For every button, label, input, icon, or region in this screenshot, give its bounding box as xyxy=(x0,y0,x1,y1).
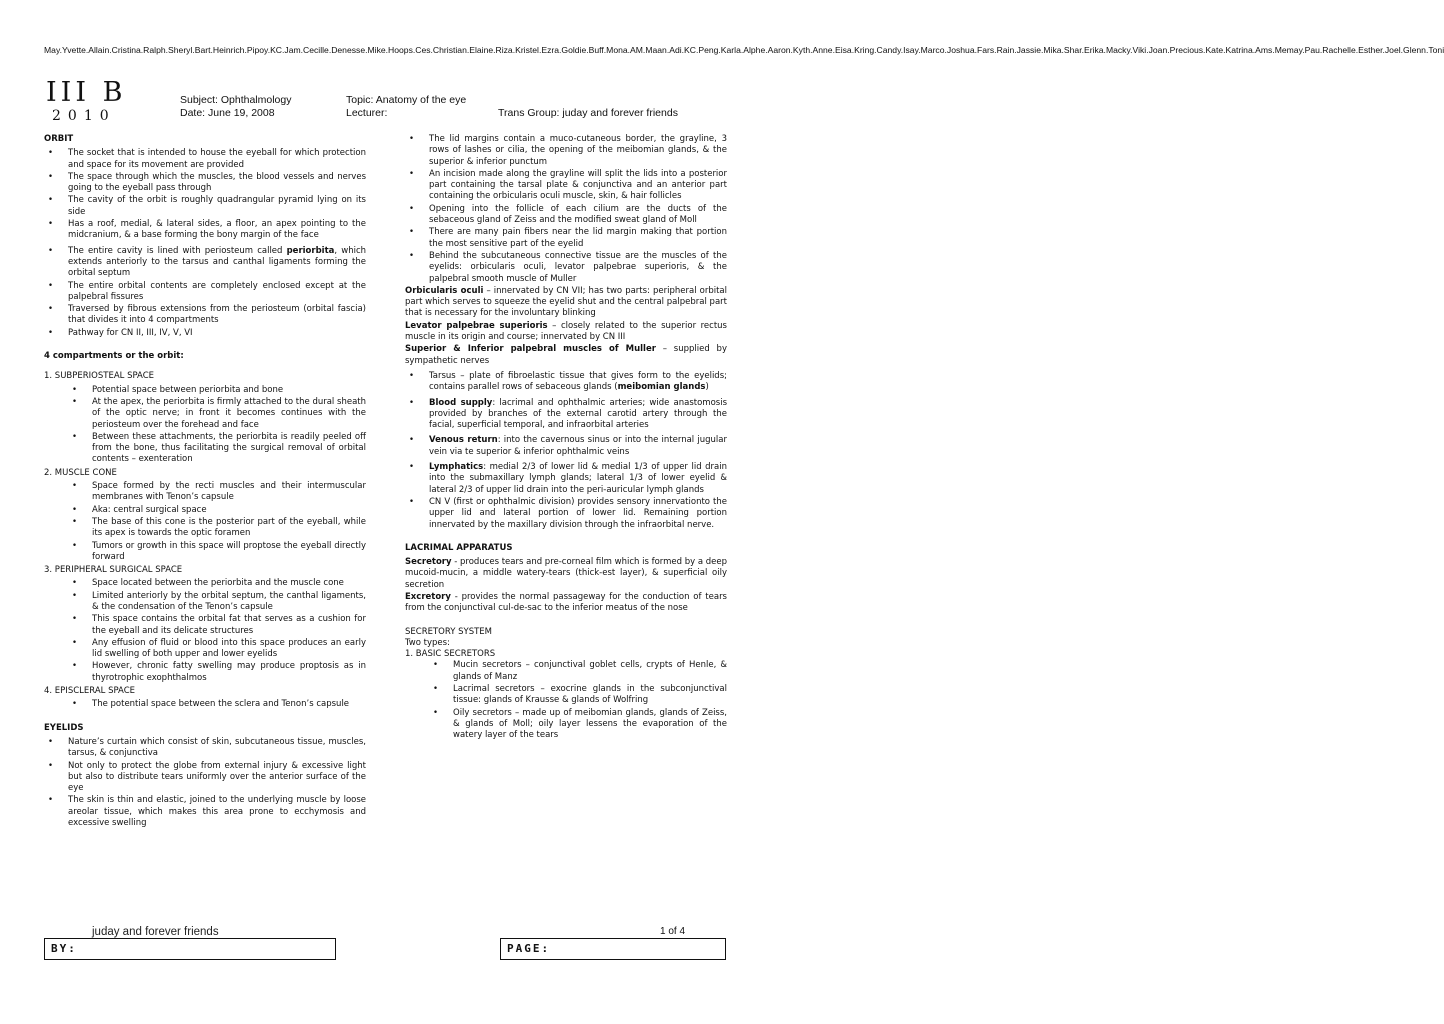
topic-label: Topic: Anatomy of the eye xyxy=(346,94,467,106)
list-item: • Between these attachments, the periorbita is readily peeled off from the bone, thus facilitating the surgical removal of orbital contents – exenteration xyxy=(44,432,366,466)
list-item xyxy=(405,435,727,458)
contributor-names: May.Yvette.Allain.Cristina.Ralph.Sheryl.Bart.Heinrich.Pipoy.KC.Jam.Cecille.Denesse.Mike.Hoops.Ces.Christian.Elaine.Riza.Kristel.Ezra.Goldie.Buff.Mona.AM.Maan.Adi.KC.Peng.Karla.Alphe.Aaron.Kyth.Anne.Eisa.Kring.Candy.Isay.Marco.Joshua.Fars.Rain.Jassie.Mika.Shar.Erika.Macky.Viki.Joan.Precious.Kate.Katrina.Ams.Memay.Pau.Rachelle.Esther.Joel.Glenn.Toni xyxy=(44,45,1444,55)
by-label: BY: xyxy=(51,942,77,955)
list-item: • An incision made along the grayline will split the lids into a posterior part containing the tarsal plate & conjunctiva and an anterior part containing the orbicularis oculi muscle, skin, & hair follicles xyxy=(405,169,727,203)
list-item: • Any effusion of fluid or blood into this space produces an early lid swelling of both upper and lower eyelids xyxy=(44,638,366,661)
left-column xyxy=(44,134,366,830)
subsection-title: 1. SUBPERIOSTEAL SPACE xyxy=(44,371,155,382)
list-item: • Not only to protect the globe from external injury & excessive light but also to distribute tears uniformly over the anterior surface of the eye xyxy=(44,761,366,795)
lacrimal-heading: LACRIMAL APPARATUS xyxy=(405,542,513,553)
item-text: : lacrimal and ophthalmic arteries; wide anastomosis provided by branches of the external carotid artery through the facial, superficial temporal, and infraorbital arteries xyxy=(429,397,727,431)
list-item xyxy=(405,398,727,432)
muscle-cone-list xyxy=(44,481,366,563)
excretory-paragraph xyxy=(405,592,727,615)
list-item: • The entire orbital contents are completely enclosed except at the palpebral fissures xyxy=(44,281,366,304)
page-count: 1 of 4 xyxy=(660,926,686,937)
secretors-list xyxy=(405,660,727,741)
subperiosteal-list xyxy=(44,385,366,466)
list-item: • Mucin secretors – conjunctival goblet cells, crypts of Henle, & glands of Manz xyxy=(405,660,727,683)
list-item: • The potential space between the sclera and Tenon’s capsule xyxy=(44,699,366,710)
list-item: • Tumors or growth in this space will proptose the eyeball directly forward xyxy=(44,541,366,564)
paragraph-text: – closely related to the superior rectus muscle in its origin and course; innervated by CN III xyxy=(405,320,727,343)
section-logo: III B xyxy=(46,77,127,108)
lecturer-label: Lecturer: xyxy=(346,107,388,119)
item-text: : medial 2/3 of lower lid & medial 1/3 of upper lid drain into the submaxillary lymph glands; lateral 1/3 of lower eyelid & lateral 2/3 of upper lid drain into the peri-auricular lymph glands xyxy=(429,462,727,495)
list-item: • The base of this cone is the posterior part of the eyeball, while its apex is towards the optic foramen xyxy=(44,517,366,540)
page-label: PAGE: xyxy=(507,942,551,955)
list-item: • Has a roof, medial, & lateral sides, a floor, an apex pointing to the midcranium, & a base forming the bony margin of the face xyxy=(44,219,366,242)
subject-label: Subject: Ophthalmology xyxy=(180,94,292,106)
orbicularis-paragraph xyxy=(405,286,727,320)
list-item: • Aka: central surgical space xyxy=(44,505,366,516)
list-item: • Oily secretors – made up of meibomian glands, glands of Zeiss, & glands of Moll; oily layer lessens the evaporation of the watery layer of the tears xyxy=(405,708,727,742)
list-item: • The socket that is intended to house the eyeball for which protection and space for its movement are provided xyxy=(44,148,366,171)
right-column xyxy=(405,134,727,743)
list-item: • Space located between the periorbita and the muscle cone xyxy=(44,578,366,589)
page-box xyxy=(500,938,726,960)
list-item: • Behind the subcutaneous connective tissue are the muscles of the eyelids: orbicularis oculi, levator palpebrae superioris, & the palpebral smooth muscle of Muller xyxy=(405,251,727,285)
two-types-label: Two types: xyxy=(405,637,450,648)
muller-paragraph xyxy=(405,344,727,367)
trans-group-label: Trans Group: juday and forever friends xyxy=(498,107,678,119)
eyelid-details-list xyxy=(405,134,727,285)
orbit-heading: ORBIT xyxy=(44,134,74,144)
list-item: • Lacrimal secretors – exocrine glands in the subconjunctival tissue: glands of Krausse & glands of Wolfring xyxy=(405,684,727,707)
list-item: • Traversed by fibrous extensions from the periosteum (orbital fascia) that divides it into 4 compartments xyxy=(44,304,366,327)
item-text: The entire cavity is lined with periosteum called xyxy=(68,245,287,256)
subsection-title: 2. MUSCLE CONE xyxy=(44,467,117,478)
list-item: • At the apex, the periorbita is firmly attached to the dural sheath of the optic nerve; in front it becomes continues with the periosteum over the forehead and face xyxy=(44,397,366,431)
list-item: • Pathway for CN II, III, IV, V, VI xyxy=(44,328,366,339)
term-venous-return: Venous return xyxy=(429,435,498,446)
term-excretory: Excretory xyxy=(405,591,451,602)
secretory-paragraph xyxy=(405,557,727,591)
list-item: • However, chronic fatty swelling may produce proptosis as in thyrotrophic exophthalmos xyxy=(44,661,366,684)
list-item: • The space through which the muscles, the blood vessels and nerves going to the eyeball pass through xyxy=(44,172,366,195)
levator-paragraph xyxy=(405,321,727,344)
subsection-title: 4. EPISCLERAL SPACE xyxy=(44,686,136,697)
subsection-title: 1. BASIC SECRETORS xyxy=(405,649,496,660)
list-item: • Opening into the follicle of each cilium are the ducts of the sebaceous gland of Zeiss and the modified sweat gland of Moll xyxy=(405,204,727,227)
footer-group-name: juday and forever friends xyxy=(92,926,219,938)
subsection-title: 3. PERIPHERAL SURGICAL SPACE xyxy=(44,565,183,576)
list-item: • This space contains the orbital fat that serves as a cushion for the eyeball and its delicate structures xyxy=(44,614,366,637)
paragraph-text: - produces tears and pre-corneal film which is formed by a deep mucoid-mucin, a middle watery-tears (thick-est layer), & superficial oily secretion xyxy=(405,557,728,590)
orbit-list xyxy=(44,148,366,339)
list-item: • Potential space between periorbita and bone xyxy=(44,385,366,396)
term-lymphatics: Lymphatics xyxy=(429,462,484,473)
peripheral-space-list xyxy=(44,578,366,684)
compartments-heading: 4 compartments or the orbit: xyxy=(44,351,184,362)
paragraph-text: - provides the normal passageway for the conduction of tears from the conjunctival cul-de-sac to the inferior meatus of the nose xyxy=(405,591,727,614)
list-item: • Nature’s curtain which consist of skin, subcutaneous tissue, muscles, tarsus, & conjunctiva xyxy=(44,737,366,760)
term-secretory: Secretory xyxy=(405,557,452,568)
list-item: • Space formed by the recti muscles and their intermuscular membranes with Tenon’s capsule xyxy=(44,481,366,504)
by-box xyxy=(44,938,336,960)
list-item: • The skin is thin and elastic, joined to the underlying muscle by loose areolar tissue, which makes this area prone to ecchymosis and excessive swelling xyxy=(44,795,366,829)
list-item: • CN V (first or ophthalmic division) provides sensory innervationto the upper lid and lateral portion of lower lid. Remaining portion innervated by the maxillary division through the infraorbital nerve. xyxy=(405,497,727,531)
eyelids-heading: EYELIDS xyxy=(44,722,84,733)
list-item: • Limited anteriorly by the orbital septum, the canthal ligaments, & the condensation of the Tenon’s capsule xyxy=(44,591,366,614)
item-text: , which extends anteriorly to the tarsus and canthal ligaments forming the orbital septum xyxy=(68,245,366,279)
item-text: Tarsus – plate of fibroelastic tissue that gives form to the eyelids; contains parallel rows of sebaceous glands ( xyxy=(429,370,727,393)
list-item xyxy=(405,371,727,394)
eyelids-list xyxy=(44,737,366,829)
episcleral-list xyxy=(44,699,366,710)
list-item xyxy=(44,246,366,280)
year-logo: 2010 xyxy=(52,108,116,124)
list-item xyxy=(405,462,727,496)
list-item: • The cavity of the orbit is roughly quadrangular pyramid lying on its side xyxy=(44,195,366,218)
list-item: • There are many pain fibers near the lid margin making that portion the most sensitive part of the eyelid xyxy=(405,227,727,250)
list-item: • The lid margins contain a muco-cutaneous border, the grayline, 3 rows of lashes or cilia, the opening of the meibomian glands, & the superior & inferior punctum xyxy=(405,134,727,168)
term-blood-supply: Blood supply xyxy=(429,397,493,408)
term-muller: Superior & Inferior palpebral muscles of Muller xyxy=(405,344,656,355)
term-meibomian: meibomian glands xyxy=(617,382,706,393)
secretory-system-title: SECRETORY SYSTEM xyxy=(405,626,492,637)
paragraph-text: – supplied by sympathetic nerves xyxy=(405,344,727,366)
item-text: ) xyxy=(705,382,709,393)
term-orbicularis: Orbicularis oculi xyxy=(405,285,484,296)
date-label: Date: June 19, 2008 xyxy=(180,107,275,119)
eyelid-supply-list xyxy=(405,371,727,531)
term-periorbita: periorbita xyxy=(286,245,335,256)
paragraph-text: – innervated by CN VII; has two parts: peripheral orbital part which serves to squeeze the eyelid shut and the central palpebral part that is necessary for the involuntary blinking xyxy=(405,285,727,319)
item-text: : into the cavernous sinus or into the internal jugular vein via te superior & inferior ophthalmic veins xyxy=(429,435,728,457)
term-levator: Levator palpebrae superioris xyxy=(405,320,548,331)
